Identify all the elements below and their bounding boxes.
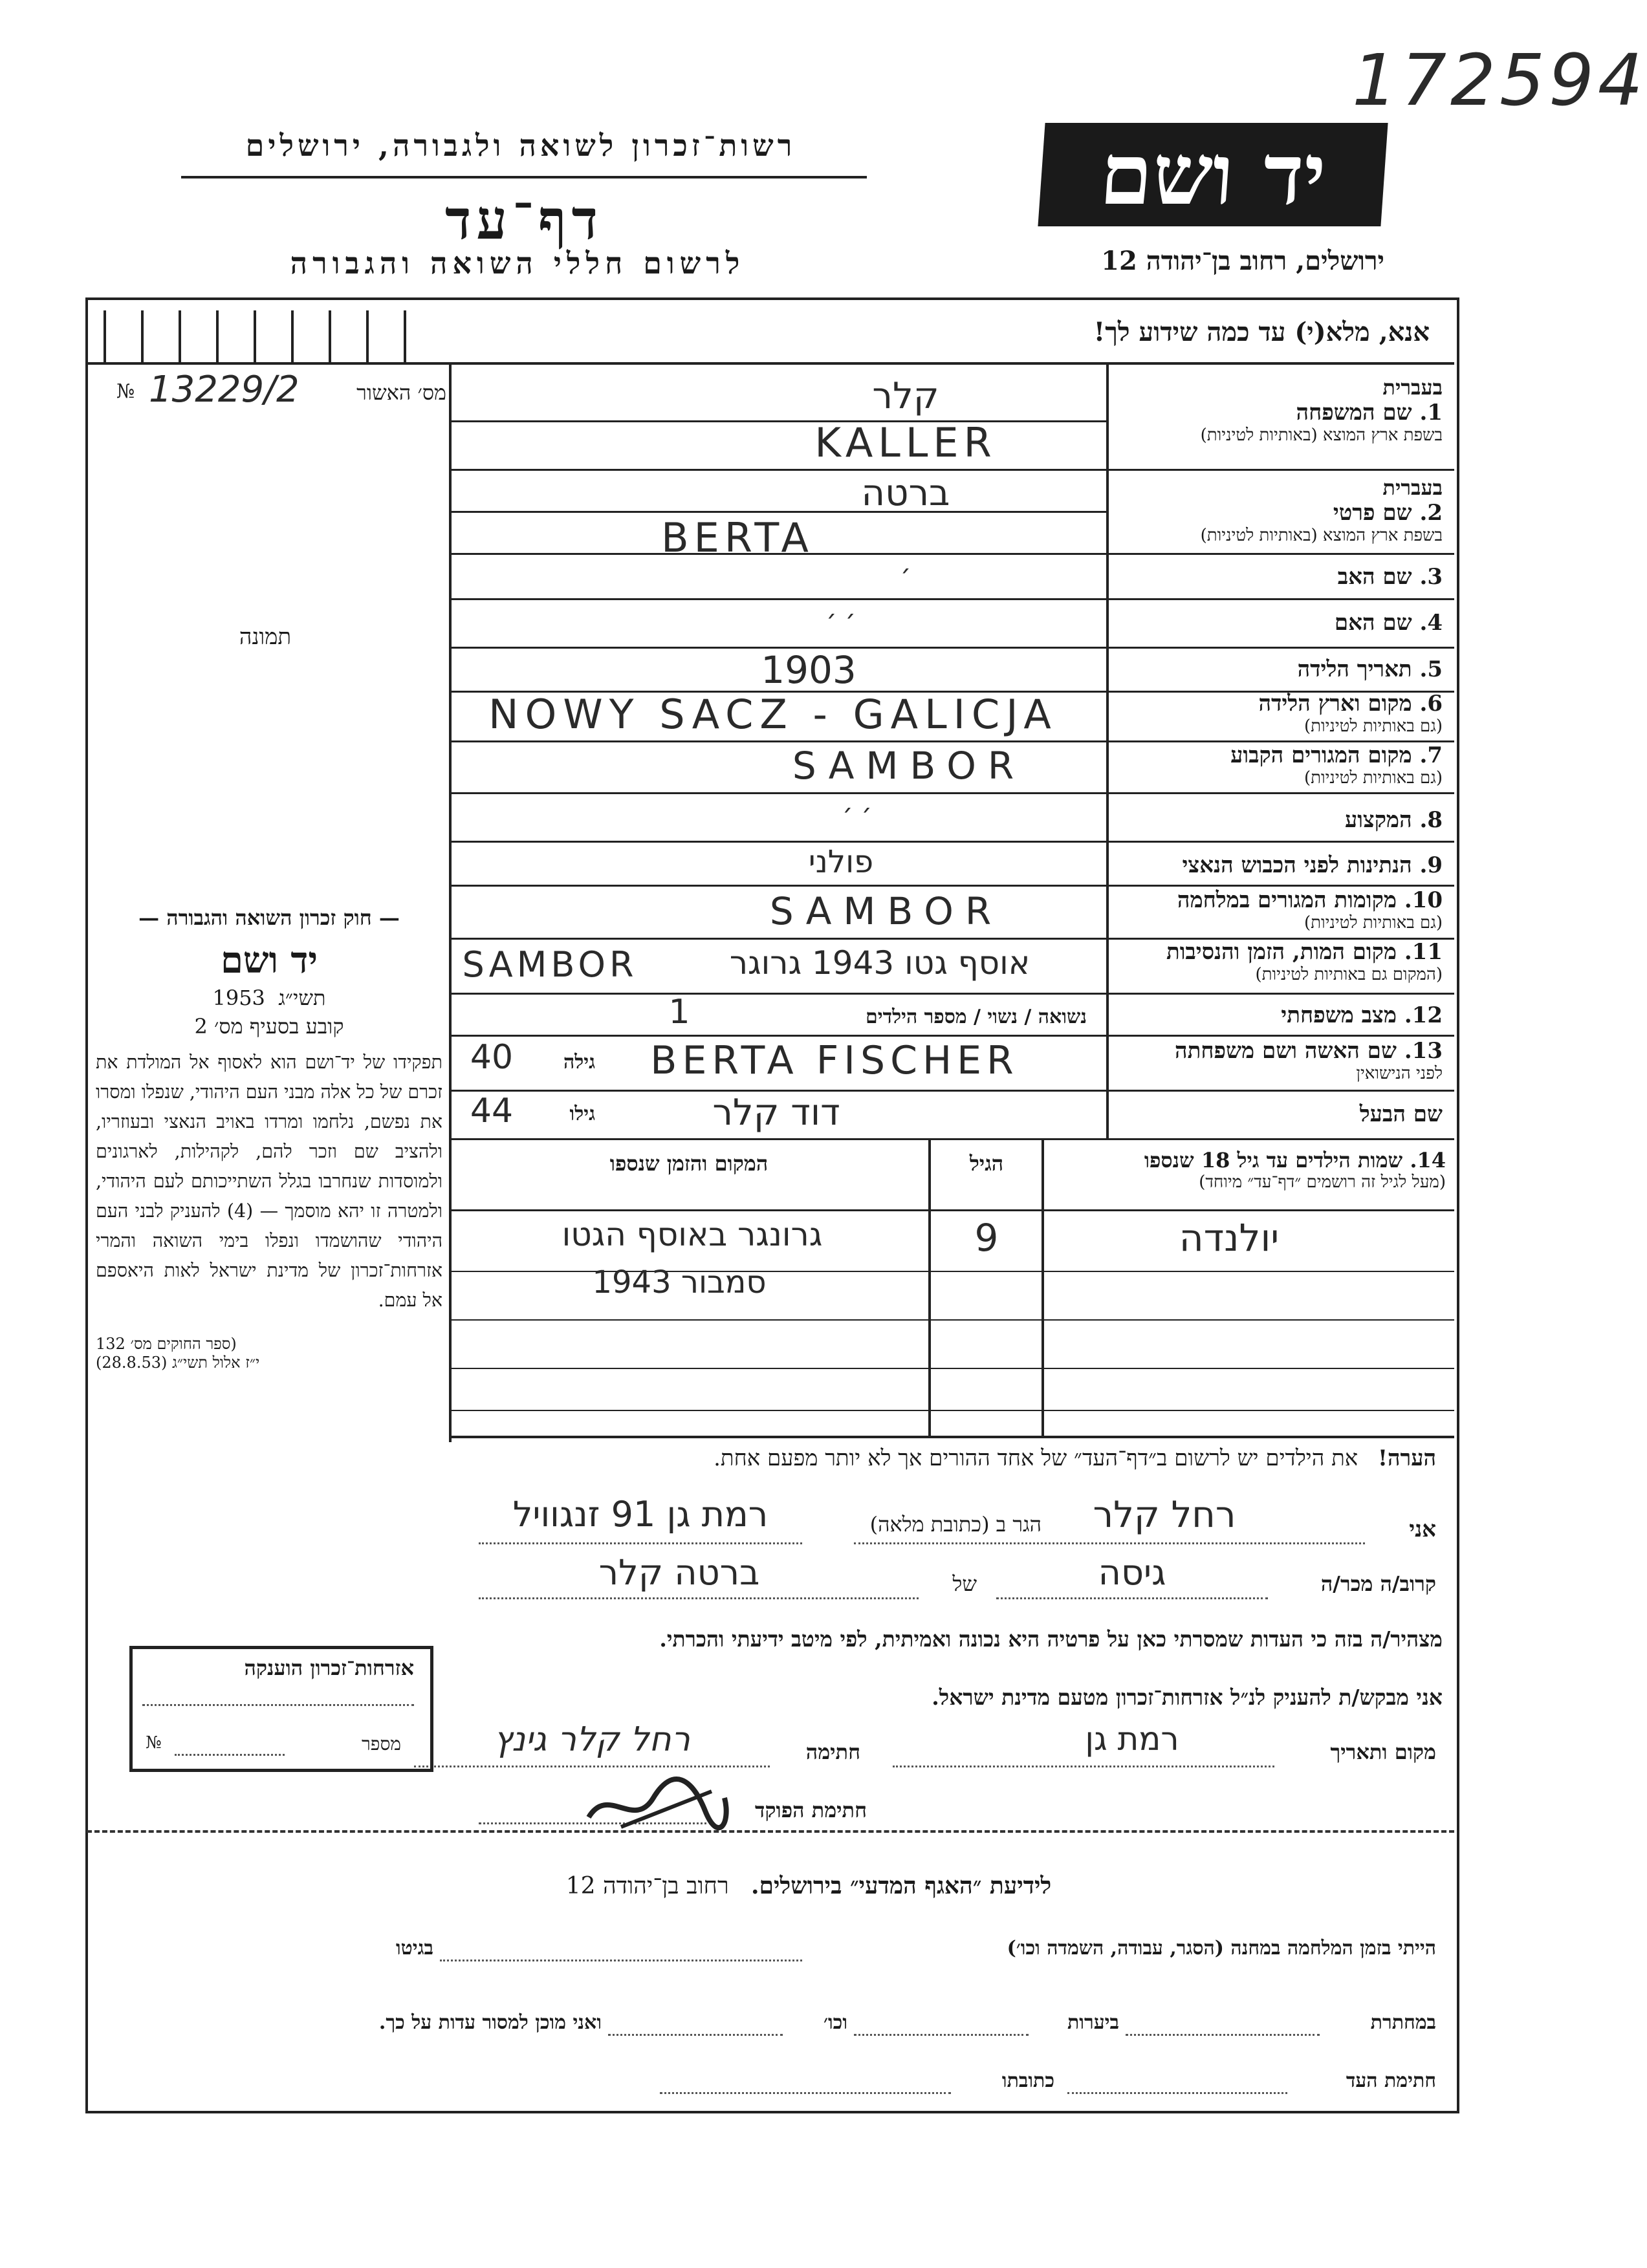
yad-vashem-logo: יד ושם <box>1038 123 1388 226</box>
footer-info <box>453 1872 1164 1899</box>
footer-forests-label: ביערות <box>1067 2011 1119 2034</box>
footer-info-title: לידיעת ״האגף המדעי״ בירושלים. <box>750 1872 1052 1899</box>
declarant-name[interactable]: רחל קלר <box>1093 1494 1236 1536</box>
dotted-line <box>414 1766 770 1767</box>
note-text: את הילדים יש לרשום ב״דף־העד״ של אחד ההורים אך לא יותר מפעם אחת. <box>714 1445 1358 1471</box>
surname-latin[interactable]: KALLER <box>814 419 997 466</box>
signature-label: חתימה <box>805 1740 860 1764</box>
child-place-2[interactable]: סמבור 1943 <box>592 1264 767 1301</box>
mother-name[interactable]: ׳ ׳ <box>826 605 856 634</box>
footer-divider-dashed <box>87 1830 1454 1833</box>
children-row-divider <box>452 1319 1454 1321</box>
footer-etc-label: וכו׳ <box>824 2011 847 2034</box>
child-place[interactable]: גרונגר באוסף הגטו <box>562 1216 823 1253</box>
children-col-divider <box>1042 1138 1044 1436</box>
field-2-sub-latin: בשפת ארץ המוצא (באותיות לטיניות) <box>1200 526 1443 545</box>
dotted-line <box>1126 2034 1320 2036</box>
child-name[interactable]: יולנדה <box>1179 1216 1280 1260</box>
field-2-title: שם פרטי <box>1333 500 1412 526</box>
law-logo: יד ושם <box>220 939 318 982</box>
row-divider <box>452 553 1454 555</box>
row-divider <box>452 885 1454 887</box>
approval-value: 13229/2 <box>149 369 300 411</box>
intro-text: אנא, מלא(י) עד כמה שידוע לך! <box>1093 317 1430 347</box>
dotted-line <box>660 2092 951 2094</box>
left-column-divider <box>449 362 452 1442</box>
law-box <box>96 905 442 1372</box>
field-2-label <box>1113 475 1443 545</box>
nationality[interactable]: פולני <box>808 844 874 880</box>
row-divider <box>452 647 1454 649</box>
dotted-line <box>893 1766 1274 1767</box>
form-title: דף־עד <box>444 188 603 252</box>
row-divider <box>452 1035 1454 1037</box>
citizenship-number-label: מספר <box>362 1733 401 1755</box>
children-title: 14. שמות הילדים עד גיל 18 שנספו (מעל לגיל זה רושמים ״דף־עד״ מיוחד) <box>1144 1148 1446 1192</box>
field-1-label <box>1113 375 1443 445</box>
place-date-label: מקום ותאריך <box>1330 1740 1436 1764</box>
surname-hebrew[interactable]: קלר <box>872 375 939 417</box>
note <box>466 1445 1436 1471</box>
field-12-label: 12. מצב משפחתי <box>1281 1002 1443 1028</box>
wife-age[interactable]: 40 <box>470 1038 514 1077</box>
row-divider <box>452 598 1454 600</box>
field-3-label: 3. שם האב <box>1337 564 1443 590</box>
photo-label: תמונה <box>239 624 292 650</box>
footer-testify-label: ואני מוכן למסור עדות על כך. <box>378 2011 602 2034</box>
wartime-residence[interactable]: SAMBOR <box>769 889 1003 933</box>
children-age-header: הגיל <box>969 1151 1004 1176</box>
field-4-label: 4. שם האם <box>1334 610 1443 636</box>
place-date[interactable]: רמת גן <box>1085 1720 1179 1758</box>
husband-label: שם הבעל <box>1359 1101 1443 1127</box>
field-2-num: 2. <box>1419 500 1443 526</box>
footer-witness-signature-label: חתימת העד <box>1346 2069 1436 2092</box>
dotted-line <box>1067 2092 1287 2094</box>
birth-place[interactable]: NOWY SACZ - GALICJA <box>488 691 1058 738</box>
law-title: — חוק זכרון השואה והגבורה — <box>138 905 400 930</box>
label-column-divider <box>1106 362 1109 1138</box>
request-text: אני מבקש/ת להעניק לנ״ל אזרחות־זכרון מטעם מדינת ישראל. <box>932 1685 1443 1710</box>
law-clause: קובע בסעיף מס׳ 2 <box>194 1014 344 1039</box>
field-13-label: 13. שם האשה ושם משפחתה לפני הנישואין <box>1175 1038 1443 1083</box>
intro-divider <box>87 362 1454 365</box>
row-divider <box>452 1138 1454 1140</box>
declare-text: מצהיר/ה בזה כי העדות שמסרתי כאן על פרטיה היא נכונה ואמיתית, לפי מיטב ידיעתי והכרתי. <box>659 1626 1443 1652</box>
field-2-sub-hebrew: בעברית <box>1382 475 1443 500</box>
children-header-divider <box>452 1209 1454 1211</box>
field-8-label: 8. המקצוע <box>1344 807 1443 833</box>
marital-status: נשואה / נשוי / מספר הילדים <box>866 1006 1087 1028</box>
field-1-num: 1. <box>1419 400 1443 426</box>
approval-number-field[interactable] <box>110 369 446 414</box>
children-col-divider <box>928 1138 931 1436</box>
of-label: של <box>952 1571 977 1596</box>
field-1-sub-hebrew: בעברית <box>1382 375 1443 400</box>
dotted-line <box>440 1960 802 1961</box>
footer-underground-label: במחתרת <box>1370 2011 1436 2034</box>
dotted-line <box>479 1542 802 1544</box>
dotted-line <box>854 2034 1029 2036</box>
field-5-label: 5. תאריך הלידה <box>1297 656 1443 682</box>
death-place-latin[interactable]: SAMBOR <box>462 944 638 985</box>
field-1-title: שם המשפחה <box>1296 400 1412 426</box>
relation[interactable]: גיסה <box>1098 1552 1166 1593</box>
row-divider <box>452 792 1454 794</box>
row-divider <box>452 841 1454 843</box>
dotted-line <box>608 2034 783 2036</box>
relation-of[interactable]: ברטה קלר <box>598 1552 760 1593</box>
firstname-latin[interactable]: BERTA <box>661 514 814 561</box>
citizenship-title: אזרחות־זכרון הוענקה <box>244 1656 414 1680</box>
header-underline <box>181 176 867 178</box>
row-divider <box>452 993 1454 995</box>
note-label: הערה! <box>1378 1445 1436 1471</box>
law-text: תפקידו של יד־ושם הוא לאסוף אל המולדת את זכרם של כל אלה מבני העם היהודי, שנפלו ומסרו את נפשם, נלחמו ומרדו באויב הנאצי ובעוזריו, ולהציב שם וזכר להם, לקהילות, לארגונים ולמוסדות שנחרבו בגלל השתייכותם לעם היהודי, ולמטרה זו יהא מוסמך — (4) להעניק לבני העם היהודי שהושמדו ונפלו בימי השואה והמרי אזרחות־זכרון של מדינת ישראל לאות היאספם אל עמם. <box>96 1052 442 1311</box>
row-divider <box>452 469 1454 471</box>
field-10-label: 10. מקומות המגורים במלחמה (גם באותיות לטיניות) <box>1177 887 1443 933</box>
dotted-line <box>175 1754 285 1756</box>
law-ref-2: י״ז אלול תשי״ג (28.8.53) <box>96 1354 260 1372</box>
birth-date[interactable]: 1903 <box>761 648 856 692</box>
header-address: ירושלים, רחוב בן־יהודה 12 <box>1101 246 1384 276</box>
footer-address: רחוב בן־יהודה 12 <box>565 1873 729 1899</box>
children-row-divider <box>452 1368 1454 1369</box>
field-7-label: 7. מקום המגורים הקבוע (גם באותיות לטיניות) <box>1230 742 1443 788</box>
husband-age-label: גילו <box>569 1103 595 1125</box>
husband-name[interactable]: דוד קלר <box>712 1092 840 1134</box>
footer-address-label: כתובתו <box>1001 2069 1054 2092</box>
death-circumstances[interactable]: אוסף גטו 1943 גרוגר <box>729 944 1031 982</box>
wife-maiden-name[interactable]: BERTA FISCHER <box>650 1038 1019 1083</box>
law-year-hebrew: תשי״ג <box>278 986 326 1010</box>
footer-camp-label: הייתי בזמן המלחמה במחנה (הסגר, עבודה, השמדה וכו׳) <box>1007 1937 1436 1960</box>
form-subtitle: לרשום חללי השואה והגבורה <box>290 246 745 281</box>
children-row-divider <box>452 1410 1454 1411</box>
dotted-line <box>479 1597 919 1599</box>
profession[interactable]: ׳ ׳ <box>842 799 872 828</box>
dotted-line <box>854 1542 1365 1544</box>
declarant-address[interactable]: רמת גן 91 זנגוויל <box>512 1494 769 1535</box>
approval-label: מס׳ האשור <box>356 380 446 405</box>
permanent-residence[interactable]: SAMBOR <box>792 744 1026 788</box>
husband-age[interactable]: 44 <box>470 1092 514 1130</box>
wife-age-label: גילה <box>563 1051 595 1074</box>
dotted-line <box>996 1597 1268 1599</box>
org-line: רשות־זכרון לשואה ולגבורה, ירושלים <box>245 128 796 163</box>
law-ref: (ספר החוקים מס׳ 132 <box>96 1335 237 1353</box>
signature[interactable]: רחל קלר גינץ <box>494 1720 690 1759</box>
child-age[interactable]: 9 <box>974 1216 999 1260</box>
relation-label: קרוב/ה מכר/ה <box>1320 1571 1436 1596</box>
children-count[interactable]: 1 <box>668 993 690 1031</box>
declarant-resides-label: הגר ב (כתובת מלאה) <box>869 1512 1042 1537</box>
firstname-hebrew[interactable]: ברטה <box>861 472 950 514</box>
field-11-label: 11. מקום המות, הזמן והנסיבות (המקום גם באותיות לטיניות) <box>1166 939 1443 984</box>
field-9-label: 9. הנתינות לפני הכבוש הנאצי <box>1182 852 1443 878</box>
children-place-header: המקום והזמן שנספו <box>609 1151 769 1176</box>
declarant-ani: אני <box>1409 1517 1436 1542</box>
law-year: 1953 <box>212 986 265 1010</box>
field-6-label: 6. מקום וארץ הלידה (גם באותיות לטיניות) <box>1258 691 1443 736</box>
official-signature-scribble <box>582 1772 737 1837</box>
row-divider <box>452 1090 1454 1092</box>
record-number: 172594 <box>1352 39 1647 122</box>
field-1-sub-latin: בשפת ארץ המוצא (באותיות לטיניות) <box>1200 426 1443 445</box>
tick-boxes <box>104 310 440 362</box>
citizenship-no: № <box>146 1733 162 1753</box>
dotted-line <box>142 1704 414 1706</box>
official-signature-label: חתימת הפוקד <box>755 1798 867 1822</box>
footer-ghetto-label: בגיטו <box>395 1937 433 1960</box>
children-table-bottom <box>452 1436 1454 1438</box>
father-name[interactable]: ׳ <box>900 559 911 589</box>
approval-no: № <box>116 380 135 403</box>
